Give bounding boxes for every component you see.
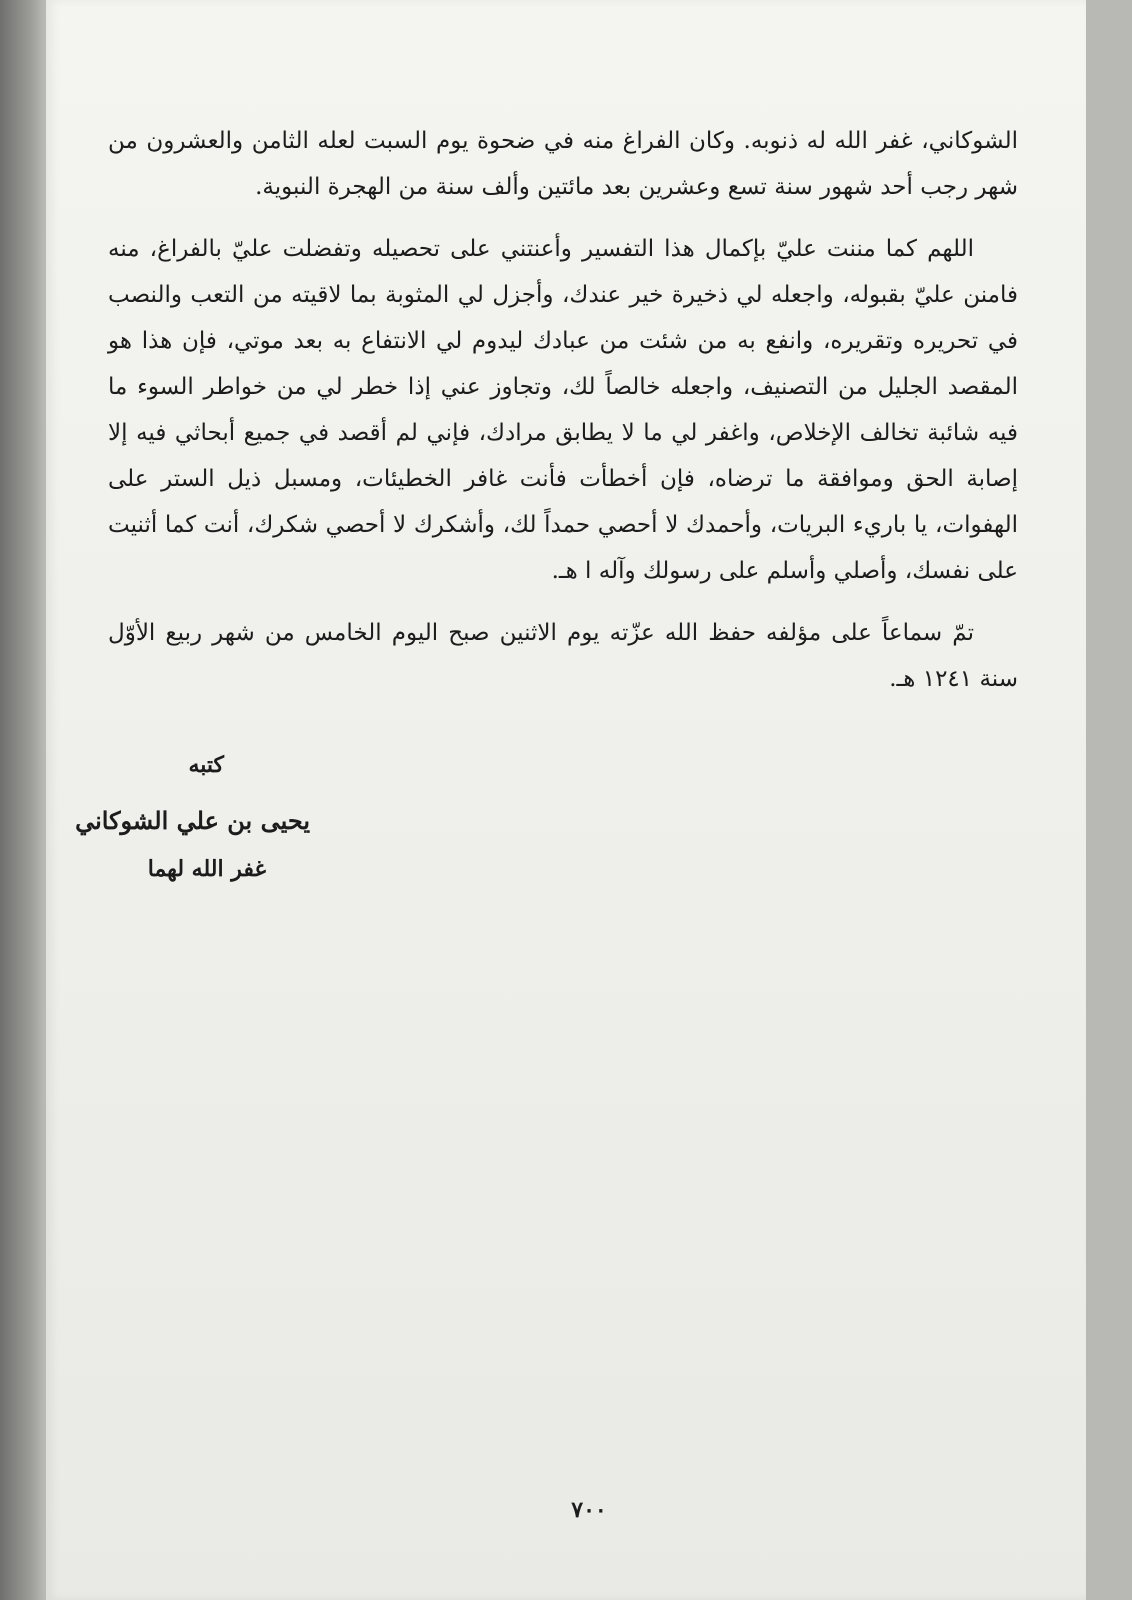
page-number: ٧٠٠ [571,1497,607,1523]
supplication-paragraph: اللهم كما مننت عليّ بإكمال هذا التفسير وأعنتني على تحصيله وتفضلت عليّ بالفراغ، منه فامنن عليّ بقبوله، واجعله لي ذخيرة خير عندك، وأجزل لي المثوبة بما لاقيته من التعب والنصب في تحريره وتقريره، وانفع به من شئت من عبادك ليدوم لي الانتفاع به بعد موتي، فإن هذا هو المقصد الجليل من التصنيف، واجعله خالصاً لك، وتجاوز عني إذا خطر لي من خواطر السوء ما فيه شائبة تخالف الإخلاص، واغفر لي ما لا يطابق مرادك، فإني لم أقصد في جميع أبحاثي فيه إلا إصابة الحق وموافقة ما ترضاه، فإن أخطأت فأنت غافر الخطيئات، ومسبل ذيل الستر على الهفوات، يا باريء البريات، وأحمدك لا أحصي حمداً لك، وأشكرك لا أحصي شكرك، أنت كما أثنيت على نفسك، وأصلي وأسلم على رسولك وآله ا هـ. [108,236,1018,584]
closing-paragraph: الشوكاني، غفر الله له ذنوبه. وكان الفراغ منه في ضحوة يوم السبت لعله الثامن والعشرون من شهر رجب أحد شهور سنة تسع وعشرين بعد مائتين وألف سنة من الهجرة النبوية. [108,128,1018,200]
signature-name: يحيى بن علي الشوكاني [75,806,310,835]
signature-label: كتبه [188,752,224,778]
book-page [46,0,1086,1600]
signature-prayer: غفر الله لهما [147,856,266,882]
page-body-text [108,118,1018,718]
audition-note-paragraph: تمّ سماعاً على مؤلفه حفظ الله عزّته يوم الاثنين صبح اليوم الخامس من شهر ربيع الأوّل سنة ١٢٤١ هـ. [108,620,1018,692]
